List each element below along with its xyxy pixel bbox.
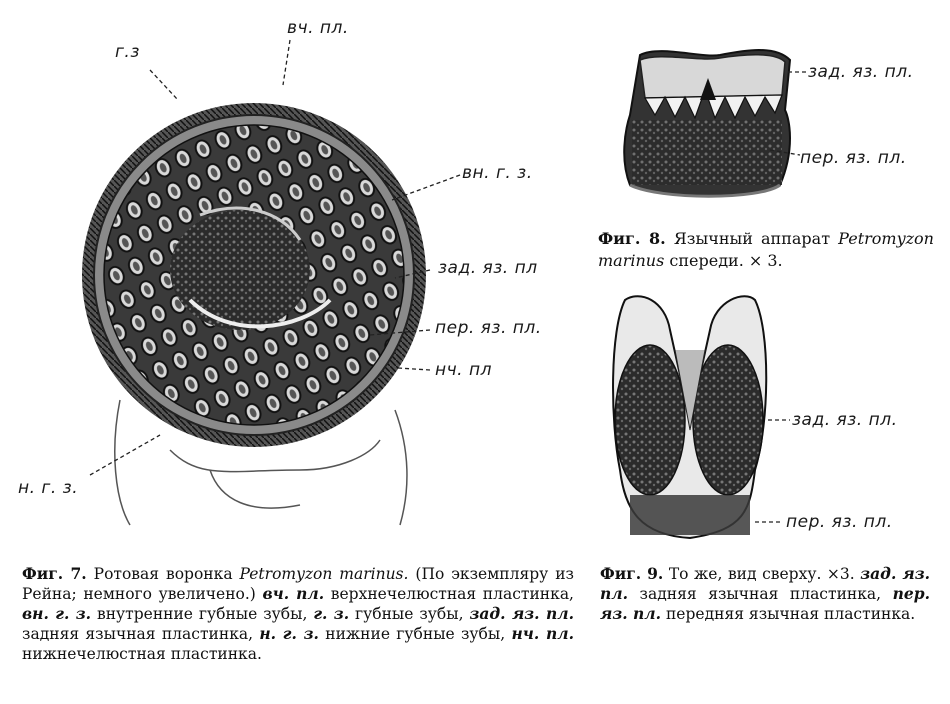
fig7-def-5: нижние губные зубы,	[325, 625, 506, 643]
fig8-species: Petromyzon marinus	[598, 229, 934, 270]
label-zad-yaz-pl-8: зад. яз. пл.	[808, 62, 914, 82]
fig9-def-1: задняя язычная пластинка,	[639, 585, 882, 603]
fig7-abbr-6: нч. пл.	[511, 624, 574, 643]
fig7-caption	[22, 564, 574, 664]
fig7-def-6: нижнечелюстная пластинка.	[22, 645, 262, 663]
label-n-gz: н. г. з.	[18, 478, 79, 498]
fig9-caption	[600, 564, 930, 624]
fig7-title: Ротовая воронка	[93, 565, 233, 583]
fig9-text: То же, вид сверху. ×3.	[668, 565, 855, 583]
fig8-text: Язычный аппарат	[673, 229, 831, 248]
label-per-yaz-pl-9: пер. яз. пл.	[786, 512, 893, 532]
label-gz: г.з	[115, 42, 140, 62]
fig8-number: Фиг. 8.	[598, 229, 666, 248]
label-zad-yaz-pl-7: зад. яз. пл	[438, 258, 538, 278]
figure-9-illustration	[613, 296, 766, 538]
fig7-abbr-1: вч. пл.	[262, 584, 325, 603]
fig9-abbr-1: зад. яз. пл.	[600, 564, 930, 603]
label-vn-gz: вн. г. з.	[462, 163, 533, 183]
fig7-abbr-3: г. з.	[313, 604, 350, 623]
label-nch-pl: нч. пл	[435, 360, 492, 380]
fig7-abbr-4: зад. яз. пл.	[469, 604, 574, 623]
fig8-caption	[598, 228, 934, 272]
label-per-yaz-pl-8: пер. яз. пл.	[800, 148, 907, 168]
fig7-def-4: задняя язычная пластинка,	[22, 625, 254, 643]
label-zad-yaz-pl-9: зад. яз. пл.	[792, 410, 898, 430]
figure-8-illustration	[624, 50, 790, 196]
label-vch-pl: вч. пл.	[287, 18, 349, 38]
fig7-def-1: верхнечелюстная пластинка,	[330, 585, 574, 603]
fig7-abbr-2: вн. г. з.	[22, 604, 92, 623]
fig9-abbr-2: пер. яз. пл.	[600, 584, 930, 623]
fig7-abbr-5: н. г. з.	[259, 624, 319, 643]
fig8-suffix: спереди. × 3.	[669, 251, 783, 270]
label-per-yaz-pl-7: пер. яз. пл.	[435, 318, 542, 338]
fig7-def-3: губные зубы,	[355, 605, 464, 623]
fig7-note: (По экземпляру из Рейна; немного увеличено.)	[22, 565, 574, 603]
fig9-def-2: передняя язычная пластинка.	[665, 605, 916, 623]
fig7-def-2: внутренние губные зубы,	[96, 605, 308, 623]
fig7-species: Petromyzon marinus.	[239, 565, 409, 583]
fig7-number: Фиг. 7.	[22, 564, 87, 583]
fig9-number: Фиг. 9.	[600, 564, 664, 583]
